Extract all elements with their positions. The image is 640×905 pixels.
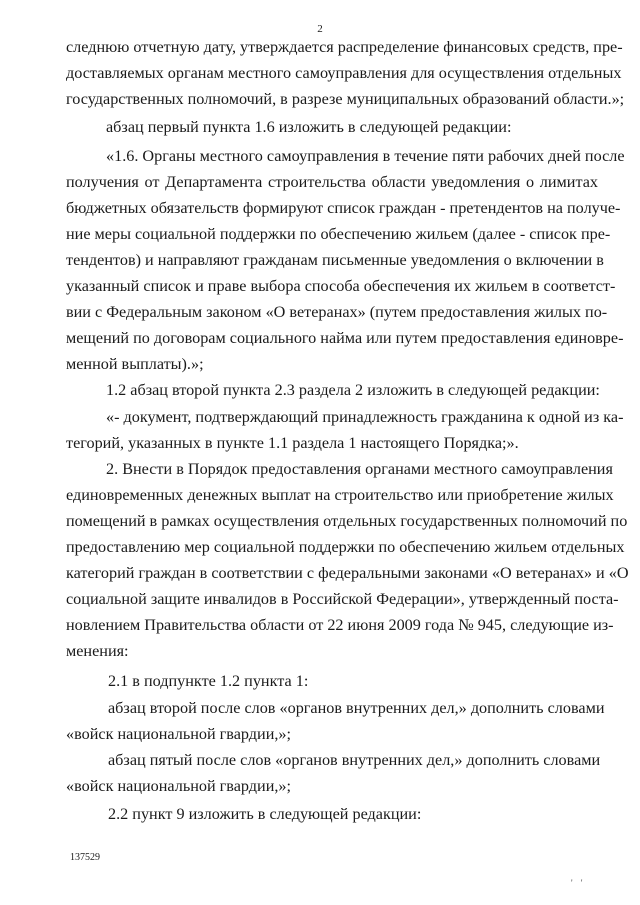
text-line: ние меры социальной поддержки по обеспечению жильем (далее - список пре- <box>66 225 611 243</box>
text-line: предоставлению мер социальной поддержки по обеспечению жильем отдельных <box>66 538 625 556</box>
text-line: «1.6. Органы местного самоуправления в течение пяти рабочих дней после <box>106 147 625 165</box>
text-line: государственных полномочий, в разрезе муниципальных образований области.»; <box>66 90 625 108</box>
text-line: мещений по договорам социального найма или путем предоставления единовре- <box>66 329 624 347</box>
text-line: доставляемых органам местного самоуправления для осуществления отдельных <box>66 64 622 82</box>
text-line: социальной защите инвалидов в Российской Федерации», утвержденный поста- <box>66 590 619 608</box>
text-line: 2.1 в подпункте 1.2 пункта 1: <box>108 672 309 690</box>
text-line: бюджетных обязательств формируют список граждан - претендентов на получе- <box>66 199 621 217</box>
text-line: новлением Правительства области от 22 июня 2009 года № 945, следующие из- <box>66 616 614 634</box>
text-line: тегорий, указанных в пункте 1.1 раздела 1 настоящего Порядка;». <box>66 434 519 452</box>
text-line: абзац второй после слов «органов внутренних дел,» дополнить словами <box>108 699 605 717</box>
text-line: абзац первый пункта 1.6 изложить в следующей редакции: <box>106 118 512 136</box>
text-line: «войск национальной гвардии,»; <box>66 725 291 743</box>
text-line: менения: <box>66 642 129 660</box>
text-line: следнюю отчетную дату, утверждается распределение финансовых средств, пре- <box>66 38 623 56</box>
text-line: вии с Федеральным законом «О ветеранах» (путем предоставления жилых по- <box>66 303 608 321</box>
text-line: 1.2 абзац второй пункта 2.3 раздела 2 изложить в следующей редакции: <box>106 381 600 399</box>
text-line: единовременных денежных выплат на строительство или приобретение жилых <box>66 486 614 504</box>
corner-marks: ' ' <box>571 878 586 888</box>
document-footer-code: 137529 <box>70 852 100 863</box>
text-line: помещений в рамках осуществления отдельных государственных полномочий по <box>66 512 628 530</box>
text-line: «войск национальной гвардии,»; <box>66 777 291 795</box>
text-line: абзац пятый после слов «органов внутренних дел,» дополнить словами <box>108 751 601 769</box>
text-line: 2. Внести в Порядок предоставления органами местного самоуправления <box>106 460 613 478</box>
text-line: получения от Департамента строительства области уведомления о лимитах <box>66 173 598 191</box>
text-line: «- документ, подтверждающий принадлежность гражданина к одной из ка- <box>106 408 624 426</box>
text-line: указанный список и праве выбора способа обеспечения их жильем в соответст- <box>66 277 616 295</box>
text-line: менной выплаты).»; <box>66 355 204 373</box>
page-number: 2 <box>317 23 323 35</box>
text-line: категорий граждан в соответствии с федеральными законами «О ветеранах» и «О <box>66 564 629 582</box>
text-line: 2.2 пункт 9 изложить в следующей редакции: <box>108 805 422 823</box>
text-line: тендентов) и направляют гражданам письменные уведомления о включении в <box>66 251 604 269</box>
